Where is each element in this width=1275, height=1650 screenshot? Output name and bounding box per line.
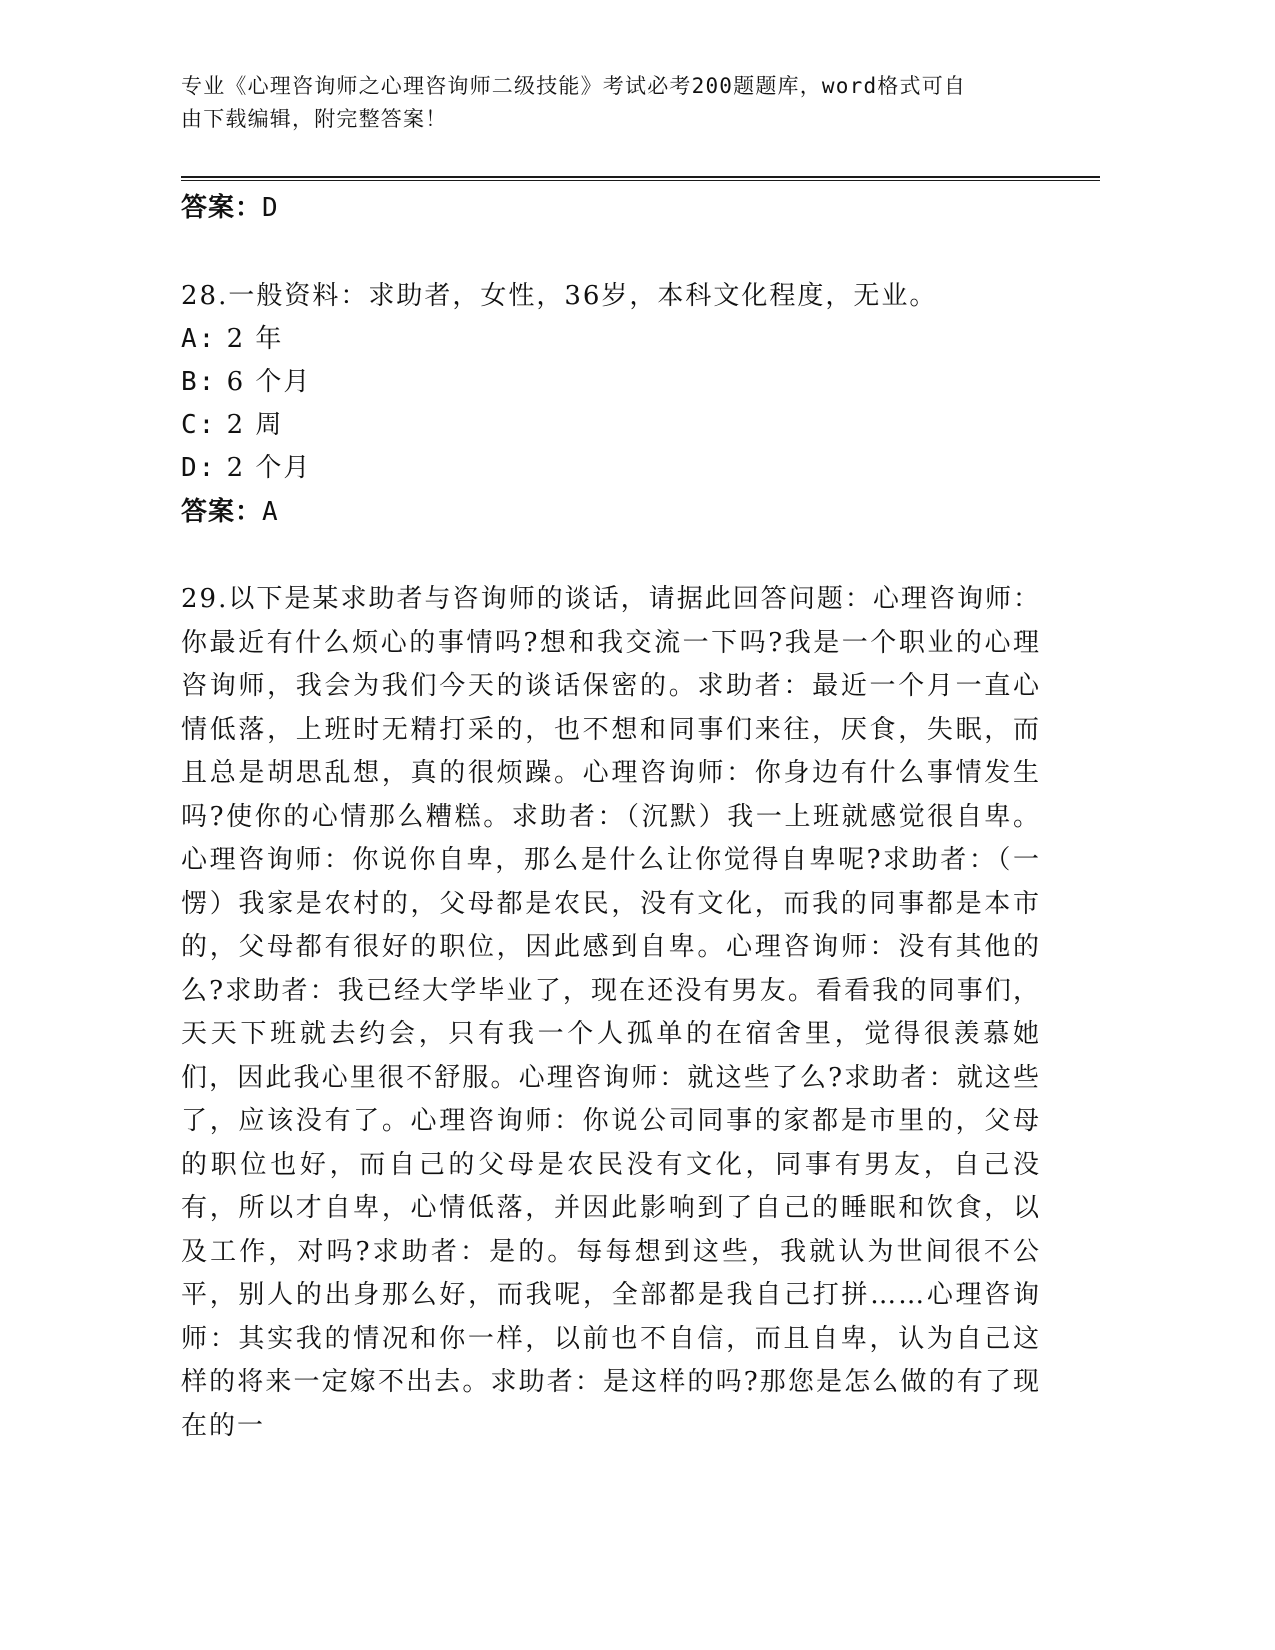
- document-body: [181, 186, 1041, 1448]
- option-c: [181, 404, 1041, 447]
- spacer: [181, 534, 1041, 578]
- question-stem: 28.一般资料：求助者，女性，36岁，本科文化程度，无业。: [181, 281, 938, 311]
- question-28: [181, 274, 1041, 534]
- question-stem: 29.以下是某求助者与咨询师的谈话，请据此回答问题：心理咨询师：你最近有什么烦心的事情吗?想和我交流一下吗?我是一个职业的心理咨询师，我会为我们今天的谈话保密的。求助者：最近一个月一直心情低落，上班时无精打采的，也不想和同事们来往，厌食，失眠，而且总是胡思乱想，真的很烦躁。心理咨询师：你身边有什么事情发生吗?使你的心情那么糟糕。求助者：（沉默）我一上班就感觉很自卑。心理咨询师：你说你自卑，那么是什么让你觉得自卑呢?求助者：（一愣）我家是农村的，父母都是农民，没有文化，而我的同事都是本市的，父母都有很好的职位，因此感到自卑。心理咨询师：没有其他的么?求助者：我已经大学毕业了，现在还没有男友。看看我的同事们，天天下班就去约会，只有我一个人孤单的在宿舍里，觉得很羡慕她们，因此我心里很不舒服。心理咨询师：就这些了么?求助者：就这些了，应该没有了。心理咨询师：你说公司同事的家都是市里的，父母的职位也好，而自己的父母是农民没有文化，同事有男友，自己没有，所以才自卑，心情低落，并因此影响到了自己的睡眠和饮食，以及工作，对吗?求助者：是的。每每想到这些，我就认为世间很不公平，别人的出身那么好，而我呢，全部都是我自己打拼……心理咨询师：其实我的情况和你一样，以前也不自信，而且自卑，认为自己这样的将来一定嫁不出去。求助者：是这样的吗?那您是怎么做的有了现在的一: [181, 584, 1041, 1441]
- header-line-2: 由下载编辑，附完整答案！: [181, 107, 448, 131]
- option-a: [181, 318, 1041, 361]
- option-letter: A:: [181, 324, 217, 354]
- header-divider-thin: [181, 180, 1100, 181]
- option-letter: D:: [181, 453, 217, 483]
- question-29: [181, 578, 1041, 1448]
- option-letter: C:: [181, 410, 217, 440]
- spacer: [181, 230, 1041, 274]
- answer-label: 答案：: [181, 193, 263, 223]
- option-text: 2 年: [216, 324, 284, 354]
- page-header: [181, 70, 1041, 136]
- answer-label: 答案：: [181, 497, 263, 527]
- previous-answer: [181, 186, 1041, 230]
- answer-value: D: [262, 193, 279, 223]
- option-text: 2 个月: [216, 453, 312, 483]
- option-text: 2 周: [216, 410, 284, 440]
- header-line-1: 专业《心理咨询师之心理咨询师二级技能》考试必考200题题库，word格式可自: [181, 74, 967, 98]
- answer-value: A: [262, 497, 279, 527]
- header-divider-thick: [181, 176, 1100, 178]
- option-b: [181, 361, 1041, 404]
- option-letter: B:: [181, 367, 217, 397]
- question-28-answer: [181, 490, 1041, 534]
- option-d: [181, 447, 1041, 490]
- option-text: 6 个月: [216, 367, 312, 397]
